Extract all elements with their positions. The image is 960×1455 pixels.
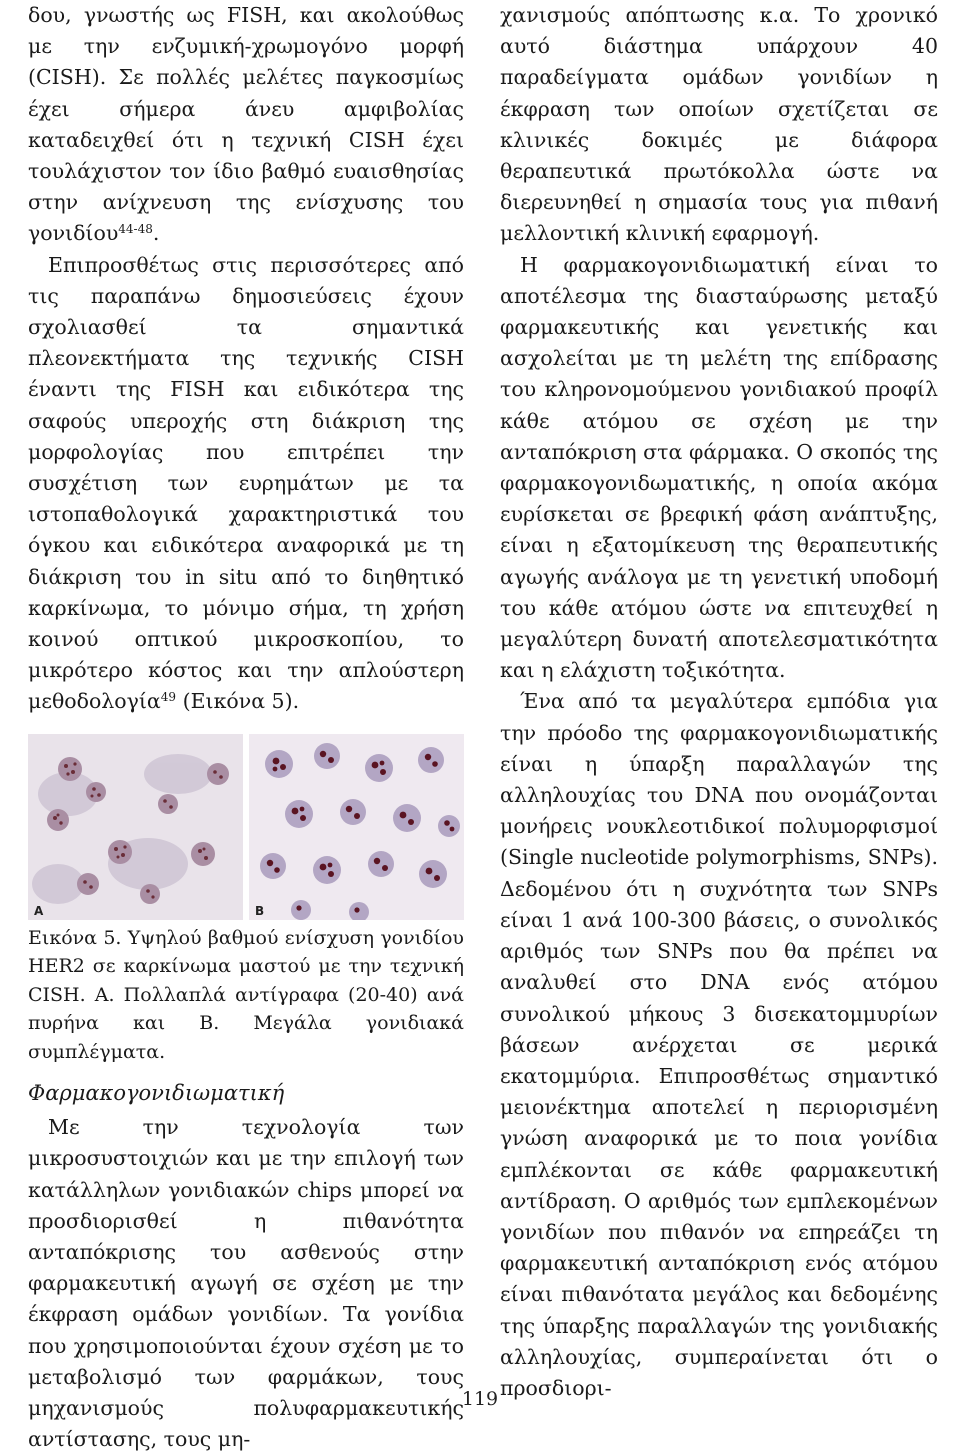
right-paragraph-1: χανισμούς απόπτωσης κ.α. Το χρονικό αυτό διάστημα υπάρχουν 40 παραδείγματα ομάδων γονιδίων η έκφραση των οποίων σχετίζεται σε κλινικές δοκιμές με διάφορα θεραπευτικά πρωτόκολλα ώστε να διερευνηθεί η σημασία τους για πιθανή μελλοντική κλινική εφαρμογή. bbox=[500, 3, 938, 246]
right-paragraph-3: Ένα από τα μεγαλύτερα εμπόδια για την πρόοδο της φαρμακογονιδιωματικής είναι η ύπαρξη παραλλαγών της αλληλουχίας του DNA που ονομάζονται μονήρεις νουκλεοτιδικοί πολυμορφισμοί (Single nucleotide polymorphisms, SNPs). Δεδομένου ότι η συχνότητα των SNPs είναι 1 ανά 100-300 βάσεις, ο συνολικός αριθμός των SNPs που θα πρέπει να αναλυθεί στο DNA ενός ατόμου συνολικού μήκους 3 δισεκατομμυρίων βάσεων ανέρχεται σε μερικά εκατομμύρια. Επιπροσθέτως σημαντικό μειονέκτημα αποτελεί η περιορισμένη γνώση αναφορικά με το ποια γονίδια εμπλέκονται σε κάθε φαρμακευτική αντίδραση. Ο αριθμός των εμπλεκομένων γονιδίων που πιθανόν να επηρεάζει τη φαρμακευτική ανταπόκριση ενός ατόμου είναι πιθανότατα μεγάλος και δεδομένης της ύπαρξης παραλλαγών της γονιδιακής αλληλουχίας, συμπεραίνεται ότι ο προσδιορι- bbox=[500, 689, 938, 1400]
right-paragraph-2: Η φαρμακογονιδιωματική είναι το αποτέλεσμα της διασταύρωσης μεταξύ φαρμακευτικής και γενετικής και ασχολείται με τη μελέτη της επίδρασης του κληρονομούμενου γονιδιακού προφίλ κάθε ατόμου σε σχέση με την ανταπόκριση στα φάρμακα. Ο σκοπός της φαρμακογονιδωματικής, η οποία ακόμα ευρίσκεται σε βρεφική φάση ανάπτυξης, είναι η εξατομίκευση της θεραπευτικής αγωγής ανάλογα με τη γενετική υποδομή του κάθε ατόμου ώστε να επιτευχθεί η μεγαλύτερη δυνατή αποτελεσματικότητα και η ελάχιστη τοξικότητα. bbox=[500, 252, 938, 683]
figure-panel-b bbox=[249, 734, 464, 920]
left-paragraph-2: Επιπροσθέτως στις περισσότερες από τις παραπάνω δημοσιεύσεις έχουν σχολιασθεί τα σημαντικά πλεονεκτήματα της τεχνικής CISH έναντι της FISH και ειδικότερα της σαφούς υπεροχής στη διάκριση της μορφολογίας που επιτρέπει την συσχέτιση των ευρημάτων με τα ιστοπαθολογικά χαρακτηριστικά του όγκου και ειδικότερα αναφορικά με τη διάκριση του in situ από το διηθητικό καρκίνωμα, το μόνιμο σήμα, τη χρήση κοινού οπτικού μικροσκοπίου, το μικρότερο κόστος και την απλούστερη μεθοδολογία$^{49}$ (Εικόνα 5). bbox=[28, 252, 464, 714]
left-column bbox=[28, 0, 464, 1455]
figure-5 bbox=[28, 734, 464, 920]
figure-panel-a bbox=[28, 734, 243, 920]
figure-panel-b-label: B bbox=[255, 903, 265, 918]
page-number: 119 bbox=[461, 1388, 499, 1410]
section-heading: Φαρμακογονιδιωματική bbox=[28, 1081, 285, 1106]
citation-ref: 49 bbox=[160, 690, 177, 705]
micrograph-a-image bbox=[28, 734, 243, 920]
left-paragraph-3: Με την τεχνολογία των μικροσυστοιχιών και με την επιλογή των κατάλληλων γονιδιακών chips μπορεί να προσδιορισθεί η πιθανότητα ανταπόκρισης του ασθενούς στην φαρμακευτική αγωγή σε σχέση με την έκφραση ομάδων γονιδίων. Τα γονίδια που χρησιμοποιούνται έχουν σχέση με το μεταβολισμό των φαρμάκων, τους μηχανισμούς πολυφαρμακευτικής αντίστασης, τους μη- bbox=[28, 1115, 464, 1452]
micrograph-b-image bbox=[249, 734, 464, 920]
figure-panel-a-label: A bbox=[34, 903, 44, 918]
citation-ref: 44-48 bbox=[118, 222, 153, 237]
figure-caption: Εικόνα 5. Υψηλού βαθμού ενίσχυση γονιδίου HER2 σε καρκίνωμα μαστού με την τεχνική CISH. Α. Πολλαπλά αντίγραφα (20-40) ανά πυρήνα και Β. Μεγάλα γονιδιακά συμπλέγματα. bbox=[28, 926, 464, 1063]
right-column bbox=[500, 0, 938, 1404]
left-paragraph-1: δου, γνωστής ως FISH, και ακολούθως με την ενζυμική-χρωμογόνο μορφή (CISH). Σε πολλές μελέτες παγκοσμίως έχει σήμερα άνευ αμφιβολίας καταδειχθεί ότι η τεχνική CISH έχει τουλάχιστον τον ίδιο βαθμό ευαισθησίας στην ανίχνευση της ενίσχυσης του γονιδίου$^{44-48}$. bbox=[28, 3, 464, 246]
